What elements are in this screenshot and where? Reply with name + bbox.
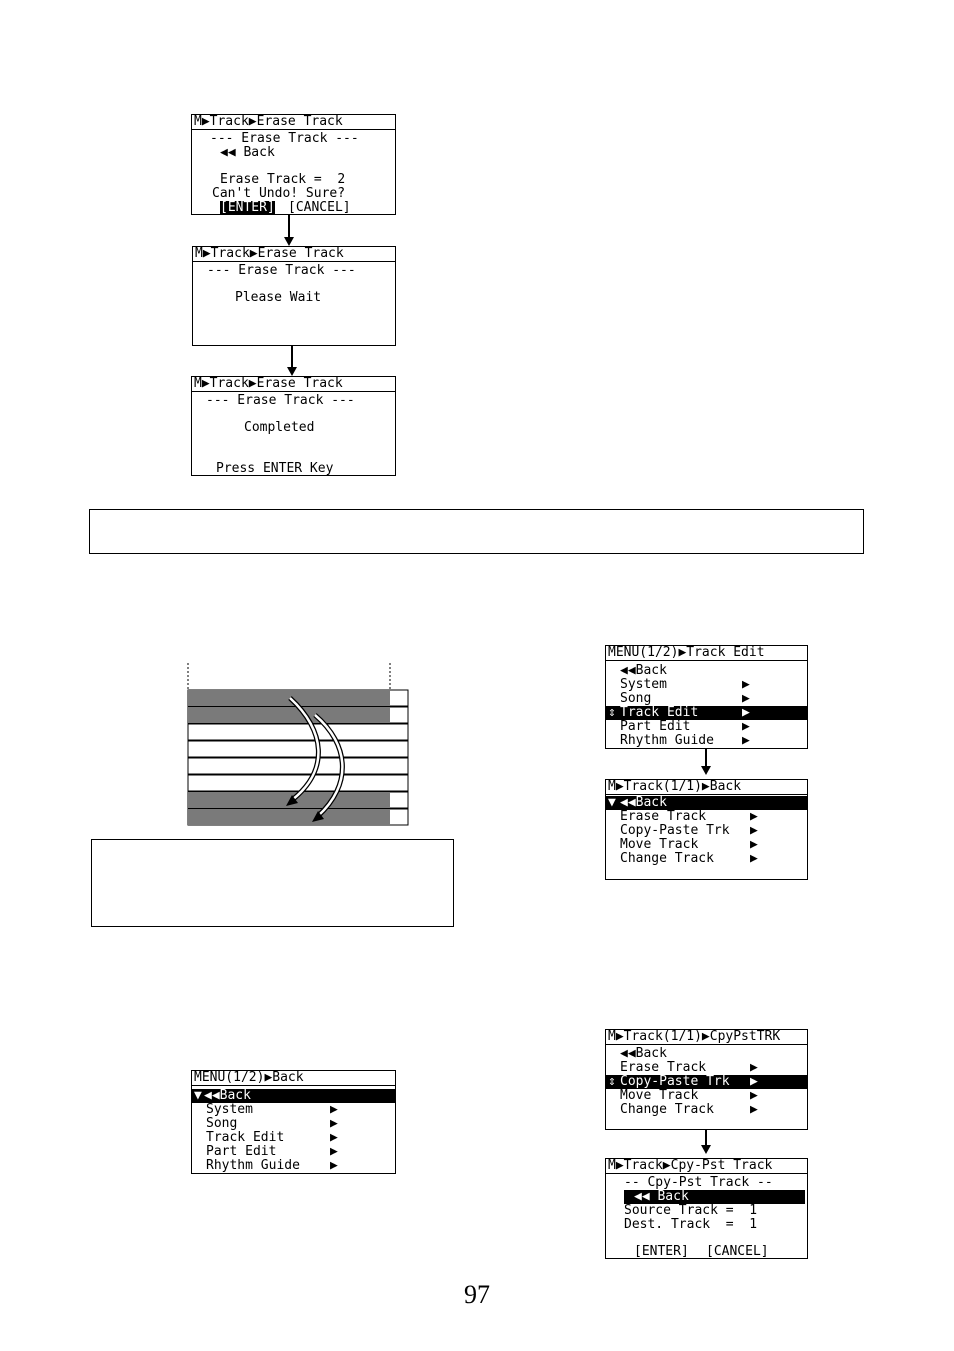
menu-item-change-track[interactable]: Change Track [620,1102,714,1117]
menu-item-track-edit[interactable]: Track Edit [206,1130,285,1145]
dest-track-field[interactable]: Dest. Track = 1 [624,1217,758,1232]
lcd-erase-track-completed [191,376,396,476]
cursor-updown-icon: ⇕ [608,705,616,720]
source-track-1 [188,690,390,706]
flow-arrow-head [701,1145,711,1154]
menu-item-system[interactable]: System [206,1102,253,1117]
lcd-header: M▶Track▶Erase Track [192,115,395,130]
flow-arrow-head [284,237,294,246]
lcd-header: MENU(1/2)▶Track Edit [606,646,807,661]
enter-button[interactable]: [ENTER] [634,1244,689,1259]
chevron-right-icon: ▶ [750,809,758,824]
lcd-header: M▶Track▶Cpy-Pst Track [606,1159,807,1174]
lcd-erase-track-confirm [191,114,396,215]
cursor-updown-icon: ⇕ [608,1074,616,1089]
enter-button[interactable]: [ENTER] [220,200,275,215]
menu-item-erase-track[interactable]: Erase Track [620,1060,707,1075]
press-enter-text: Press ENTER Key [216,461,334,476]
copy-paste-track-diagram [180,660,415,830]
chevron-right-icon: ▶ [750,1074,758,1089]
menu-item-system[interactable]: System [620,677,667,692]
cancel-button[interactable]: [CANCEL] [288,200,351,215]
dest-track-2 [188,809,390,825]
lcd-track-menu-back [605,779,808,880]
dest-track-1 [188,792,390,808]
lcd-header: M▶Track▶Erase Track [193,247,395,262]
menu-item-rhythm-guide[interactable]: Rhythm Guide [620,733,714,748]
chevron-right-icon: ▶ [330,1158,338,1173]
lcd-erase-track-wait [192,246,396,346]
back-item[interactable]: ◀◀ Back [220,145,275,160]
chevron-right-icon: ▶ [330,1116,338,1131]
lcd-title: --- Erase Track --- [210,131,359,146]
please-wait-text: Please Wait [235,290,322,305]
lcd-header: MENU(1/2)▶Back [192,1071,395,1086]
flow-arrow-head [701,766,711,775]
lcd-track-menu-copypaste [605,1029,808,1130]
lcd-copy-paste-track [605,1158,808,1259]
cursor-down-icon: ▼ [608,795,616,810]
menu-item-copy-paste-trk[interactable]: Copy-Paste Trk [620,1074,730,1089]
chevron-right-icon: ▶ [330,1144,338,1159]
menu-item-erase-track[interactable]: Erase Track [620,809,707,824]
chevron-right-icon: ▶ [750,1060,758,1075]
lcd-header: M▶Track(1/1)▶CpyPstTRK [606,1030,807,1045]
completed-text: Completed [244,420,315,435]
menu-item-part-edit[interactable]: Part Edit [206,1144,277,1159]
menu-item-move-track[interactable]: Move Track [620,1088,699,1103]
menu-item-back[interactable]: ◀◀Back [620,663,667,678]
flow-arrow [288,215,290,238]
lcd-title: -- Cpy-Pst Track -- [624,1175,773,1190]
chevron-right-icon: ▶ [742,677,750,692]
menu-item-move-track[interactable]: Move Track [620,837,699,852]
chevron-right-icon: ▶ [330,1102,338,1117]
chevron-right-icon: ▶ [750,1102,758,1117]
chevron-right-icon: ▶ [742,705,750,720]
back-item[interactable]: ◀◀ Back [634,1189,689,1204]
chevron-right-icon: ▶ [742,733,750,748]
lcd-title: --- Erase Track --- [207,263,356,278]
flow-arrow [705,1130,707,1146]
menu-item-back[interactable]: ◀◀Back [620,1046,667,1061]
chevron-right-icon: ▶ [742,691,750,706]
chevron-right-icon: ▶ [750,1088,758,1103]
menu-item-part-edit[interactable]: Part Edit [620,719,691,734]
cursor-down-icon: ▼ [194,1088,202,1103]
chevron-right-icon: ▶ [750,837,758,852]
source-track-field[interactable]: Source Track = 1 [624,1203,758,1218]
lcd-menu-track-edit [605,645,808,749]
note-box [89,509,864,554]
chevron-right-icon: ▶ [750,823,758,838]
chevron-right-icon: ▶ [742,719,750,734]
chevron-right-icon: ▶ [330,1130,338,1145]
cant-undo-text: Can't Undo! Sure? [212,186,346,201]
menu-item-song[interactable]: Song [206,1116,238,1131]
menu-item-back[interactable]: ◀◀Back [204,1088,251,1103]
menu-item-back[interactable]: ◀◀Back [620,795,667,810]
menu-item-song[interactable]: Song [620,691,652,706]
lcd-title: --- Erase Track --- [206,393,355,408]
lcd-menu-back [191,1070,396,1174]
source-track-2 [188,707,390,723]
flow-arrow [705,749,707,767]
cancel-button[interactable]: [CANCEL] [706,1244,769,1259]
flow-arrow [291,346,293,368]
flow-arrow-head [287,367,297,376]
chevron-right-icon: ▶ [750,851,758,866]
menu-item-rhythm-guide[interactable]: Rhythm Guide [206,1158,300,1173]
menu-item-track-edit[interactable]: Track Edit [620,705,699,720]
menu-item-copy-paste-trk[interactable]: Copy-Paste Trk [620,823,730,838]
menu-item-change-track[interactable]: Change Track [620,851,714,866]
erase-track-value: Erase Track = 2 [220,172,346,187]
page-number: 97 [464,1280,490,1309]
lcd-header: M▶Track▶Erase Track [192,377,395,392]
text-box [91,839,454,927]
lcd-header: M▶Track(1/1)▶Back [606,780,807,795]
